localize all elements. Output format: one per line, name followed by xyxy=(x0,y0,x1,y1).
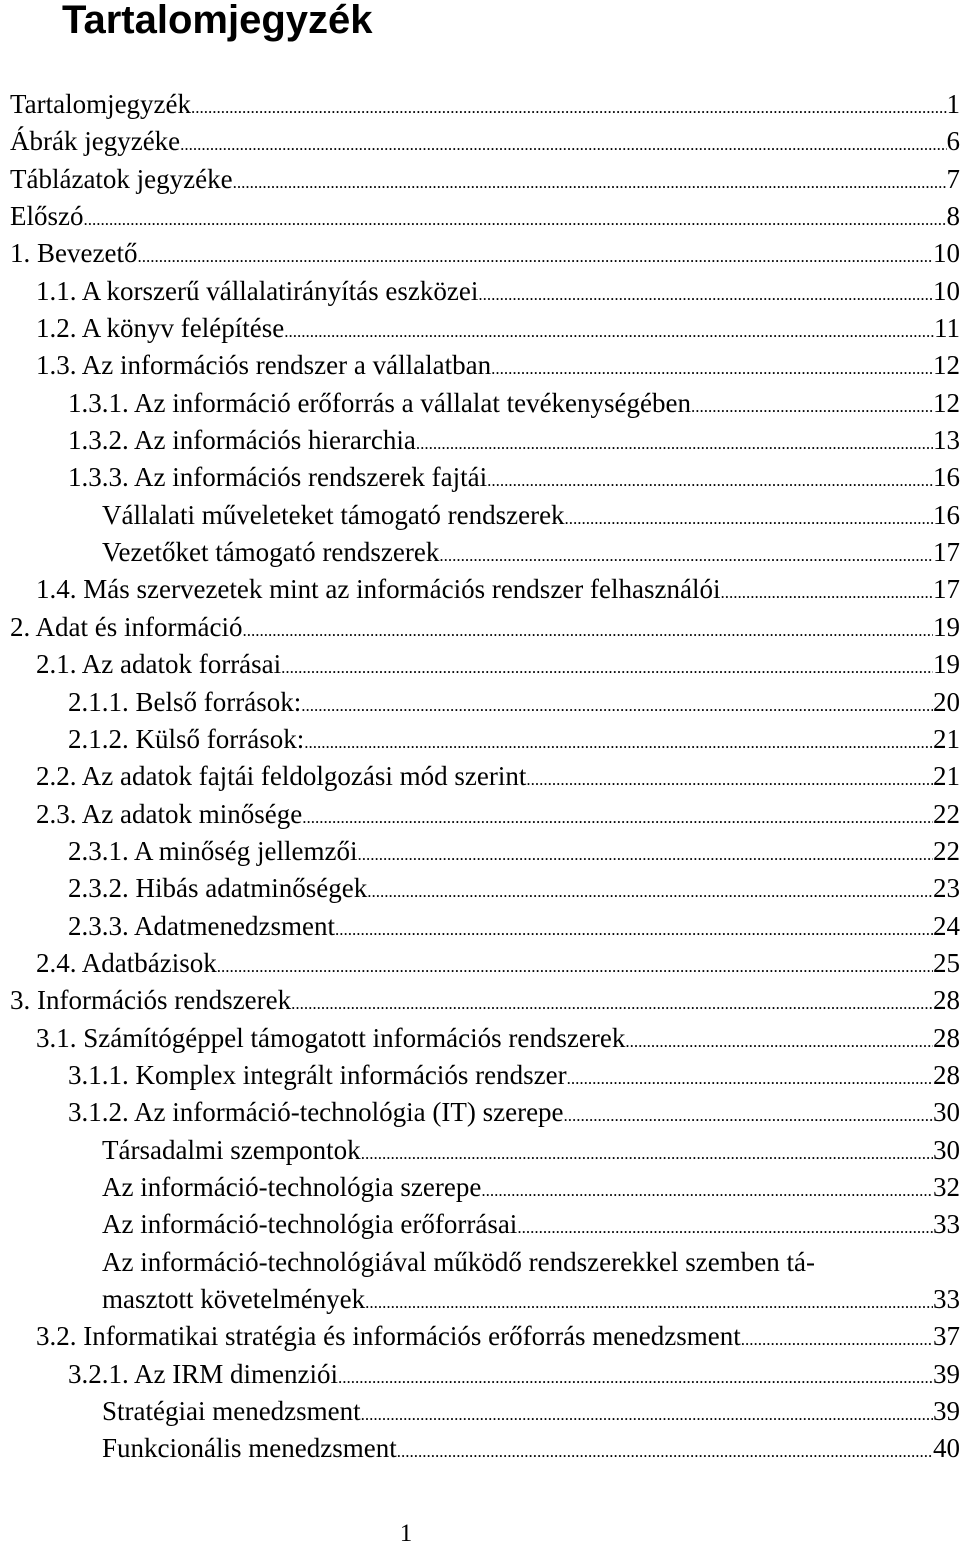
toc-entry[interactable] xyxy=(0,1356,960,1393)
toc-entry-title: 2.1.2. Külső források: xyxy=(68,723,305,754)
toc-entry[interactable] xyxy=(0,347,960,384)
toc-entry-title: 1.2. A könyv felépítése xyxy=(36,313,285,344)
toc-dot-leader xyxy=(217,948,933,985)
toc-entry[interactable] xyxy=(0,161,960,198)
toc-entry-title: 2.2. Az adatok fajtái feldolgozási mód szerint xyxy=(36,761,527,792)
toc-entry[interactable] xyxy=(0,684,960,721)
toc-entry[interactable] xyxy=(0,1132,960,1169)
toc-entry-page: 17 xyxy=(933,574,960,605)
toc-dot-leader xyxy=(691,388,933,425)
toc-entry-page: 10 xyxy=(933,238,960,269)
toc-dot-leader xyxy=(137,238,933,275)
toc-entry-title: Stratégiai menedzsment xyxy=(102,1396,361,1427)
toc-dot-leader xyxy=(720,574,933,611)
toc-entry-title: Előszó xyxy=(10,201,84,232)
toc-dot-leader xyxy=(180,126,946,163)
toc-entry-title: 1.3.1. Az információ erőforrás a vállalat tevékenységében xyxy=(68,387,691,418)
toc-dot-leader xyxy=(487,462,933,499)
toc-entry-page: 12 xyxy=(933,387,960,418)
toc-entry-title: 2.3.1. A minőség jellemzői xyxy=(68,835,358,866)
toc-entry-title: Táblázatok jegyzéke xyxy=(10,163,233,194)
toc-entry-page: 33 xyxy=(933,1209,960,1240)
toc-entry[interactable] xyxy=(0,86,960,123)
toc-entry[interactable] xyxy=(0,422,960,459)
toc-entry-page: 40 xyxy=(933,1433,960,1464)
toc-dot-leader xyxy=(335,911,933,948)
toc-entry-page: 30 xyxy=(933,1097,960,1128)
toc-entry-page: 21 xyxy=(933,761,960,792)
toc-dot-leader xyxy=(84,201,947,238)
toc-dot-leader xyxy=(491,350,933,387)
toc-dot-leader xyxy=(365,1284,933,1321)
toc-entry-title: 3.1.2. Az információ-technológia (IT) szerepe xyxy=(68,1097,564,1128)
toc-dot-leader xyxy=(367,873,933,910)
toc-entry-title: 2.3.3. Adatmenedzsment xyxy=(68,910,335,941)
page-number: 1 xyxy=(399,1520,413,1547)
toc-entry[interactable] xyxy=(0,1169,960,1206)
toc-entry-title: 2.3.2. Hibás adatminőségek xyxy=(68,873,368,904)
toc-entry[interactable] xyxy=(0,1393,960,1430)
toc-dot-leader xyxy=(439,537,933,574)
toc-entry-page: 23 xyxy=(933,873,960,904)
toc-dot-leader xyxy=(741,1321,933,1358)
toc-entry[interactable] xyxy=(0,235,960,272)
toc-entry-title: 2.1.1. Belső források: xyxy=(68,686,302,717)
toc-entry-title: 3.2. Informatikai stratégia és információs erőforrás menedzsment xyxy=(36,1321,741,1352)
toc-entry-title: 3.1. Számítógéppel támogatott információs rendszerek xyxy=(36,1022,626,1053)
toc-dot-leader xyxy=(361,1135,933,1172)
toc-dot-leader xyxy=(281,649,933,686)
toc-entry[interactable] xyxy=(0,534,960,571)
toc-dot-leader xyxy=(478,276,933,313)
toc-entry-title: 1.3. Az információs rendszer a vállalatban xyxy=(36,350,492,381)
toc-entry[interactable] xyxy=(0,646,960,683)
toc-entry-page: 12 xyxy=(933,350,960,381)
toc-entry[interactable] xyxy=(0,123,960,160)
toc-entry-page: 28 xyxy=(933,1059,960,1090)
toc-entry[interactable] xyxy=(0,609,960,646)
toc-entry-title: Az információ-technológia szerepe xyxy=(102,1171,482,1202)
toc-entry-title: masztott követelmények xyxy=(102,1284,366,1314)
toc-entry-title: Tartalomjegyzék xyxy=(10,89,192,119)
toc-entry-page: 17 xyxy=(933,537,960,568)
toc-entry[interactable] xyxy=(0,1094,960,1131)
toc-dot-leader xyxy=(517,1209,933,1246)
toc-entry[interactable] xyxy=(0,385,960,422)
toc-entry-title: 3. Információs rendszerek xyxy=(10,985,292,1016)
toc-entry-page: 8 xyxy=(946,201,960,232)
toc-dot-leader xyxy=(564,1097,933,1134)
toc-entry[interactable] xyxy=(0,1318,960,1355)
toc-dot-leader xyxy=(526,761,933,798)
toc-entry-title: 1.3.2. Az információs hierarchia xyxy=(68,425,416,456)
toc-dot-leader xyxy=(565,500,933,537)
toc-entry-page: 22 xyxy=(933,798,960,829)
toc-entry-title: 3.1.1. Komplex integrált információs rendszer xyxy=(68,1059,567,1090)
toc-entry-page: 28 xyxy=(933,1022,960,1053)
toc-entry[interactable] xyxy=(0,571,960,608)
toc-entry-title: 2.3. Az adatok minősége xyxy=(36,798,303,829)
toc-entry-title: Vezetőket támogató rendszerek xyxy=(102,537,440,568)
toc-entry-title: Funkcionális menedzsment xyxy=(102,1433,397,1464)
toc-entry[interactable] xyxy=(0,273,960,310)
toc-dot-leader xyxy=(301,687,933,724)
toc-entry[interactable] xyxy=(0,833,960,870)
toc-entry-page: 1 xyxy=(946,89,960,119)
toc-entry-title: 3.2.1. Az IRM dimenziói xyxy=(68,1358,338,1389)
toc-entry-page: 39 xyxy=(933,1358,960,1389)
toc-entry[interactable] xyxy=(0,796,960,833)
toc-entry-title: 1.4. Más szervezetek mint az információs rendszer felhasználói xyxy=(36,574,721,605)
toc-entry[interactable] xyxy=(0,1057,960,1094)
toc-entry[interactable] xyxy=(0,1281,960,1318)
toc-entry-title: 1. Bevezető xyxy=(10,238,138,269)
toc-dot-leader xyxy=(357,836,933,873)
toc-dot-leader xyxy=(242,612,933,649)
toc-entry-page: 37 xyxy=(933,1321,960,1352)
toc-entry-first-line: Az információ-technológiával működő rendszerekkel szemben tá- xyxy=(102,1246,815,1277)
toc-entry-title: Ábrák jegyzéke xyxy=(10,126,181,157)
toc-entry-page: 32 xyxy=(933,1171,960,1202)
toc-entry-page: 16 xyxy=(933,499,960,530)
toc-entry-page: 30 xyxy=(933,1134,960,1165)
toc-entry[interactable] xyxy=(0,721,960,758)
toc-entry-title: 2.1. Az adatok forrásai xyxy=(36,649,282,680)
toc-entry[interactable] xyxy=(0,198,960,235)
toc-entry-page: 28 xyxy=(933,985,960,1016)
toc-dot-leader xyxy=(284,313,934,350)
toc-entry[interactable] xyxy=(0,945,960,982)
toc-entry[interactable] xyxy=(0,1430,960,1467)
toc-entry[interactable] xyxy=(0,870,960,907)
toc-entry-page: 19 xyxy=(933,649,960,680)
toc-entry-page: 16 xyxy=(933,462,960,493)
toc-dot-leader xyxy=(416,425,933,462)
toc-entry-page: 21 xyxy=(933,723,960,754)
toc-dot-leader xyxy=(191,89,946,126)
toc-entry[interactable] xyxy=(0,758,960,795)
toc-entry[interactable] xyxy=(0,459,960,496)
toc-dot-leader xyxy=(361,1396,933,1433)
toc-entry-page: 19 xyxy=(933,611,960,642)
toc-entry-title: 1.3.3. Az információs rendszerek fajtái xyxy=(68,462,488,493)
toc-entry-page: 6 xyxy=(946,126,960,157)
page-title: Tartalomjegyzék xyxy=(62,0,373,42)
toc-dot-leader xyxy=(304,724,933,761)
toc-entry-page: 24 xyxy=(933,910,960,941)
toc-entry-page: 10 xyxy=(933,275,960,306)
toc-dot-leader xyxy=(233,164,947,201)
toc-entry-title: Az információ-technológia erőforrásai xyxy=(102,1209,518,1240)
toc-entry-page: 22 xyxy=(933,835,960,866)
toc-entry-title: 1.1. A korszerű vállalatirányítás eszközei xyxy=(36,275,479,306)
toc-dot-leader xyxy=(291,985,933,1022)
toc-entry-page: 33 xyxy=(933,1284,960,1314)
toc-entry[interactable] xyxy=(0,310,960,347)
toc-entry[interactable] xyxy=(0,497,960,534)
toc-dot-leader xyxy=(625,1023,933,1060)
toc-entry-page: 25 xyxy=(933,947,960,978)
table-of-contents xyxy=(0,86,960,1468)
toc-entry-page: 13 xyxy=(933,425,960,456)
toc-dot-leader xyxy=(397,1433,933,1470)
toc-entry[interactable] xyxy=(0,1206,960,1243)
toc-entry-title: 2.4. Adatbázisok xyxy=(36,947,217,978)
toc-entry-title: Vállalati műveleteket támogató rendszerek xyxy=(102,499,565,530)
toc-entry-page: 39 xyxy=(933,1396,960,1427)
toc-entry-page: 7 xyxy=(946,163,960,194)
toc-entry-page: 20 xyxy=(933,686,960,717)
toc-entry-title: Társadalmi szempontok xyxy=(102,1134,361,1165)
toc-dot-leader xyxy=(481,1172,933,1209)
toc-entry[interactable] xyxy=(0,908,960,945)
toc-dot-leader xyxy=(302,799,933,836)
toc-entry[interactable] xyxy=(0,1020,960,1057)
toc-dot-leader xyxy=(338,1359,933,1396)
toc-entry-title: 2. Adat és információ xyxy=(10,611,243,642)
toc-entry-page: 11 xyxy=(934,313,960,344)
toc-entry[interactable] xyxy=(0,982,960,1019)
toc-dot-leader xyxy=(567,1060,933,1097)
